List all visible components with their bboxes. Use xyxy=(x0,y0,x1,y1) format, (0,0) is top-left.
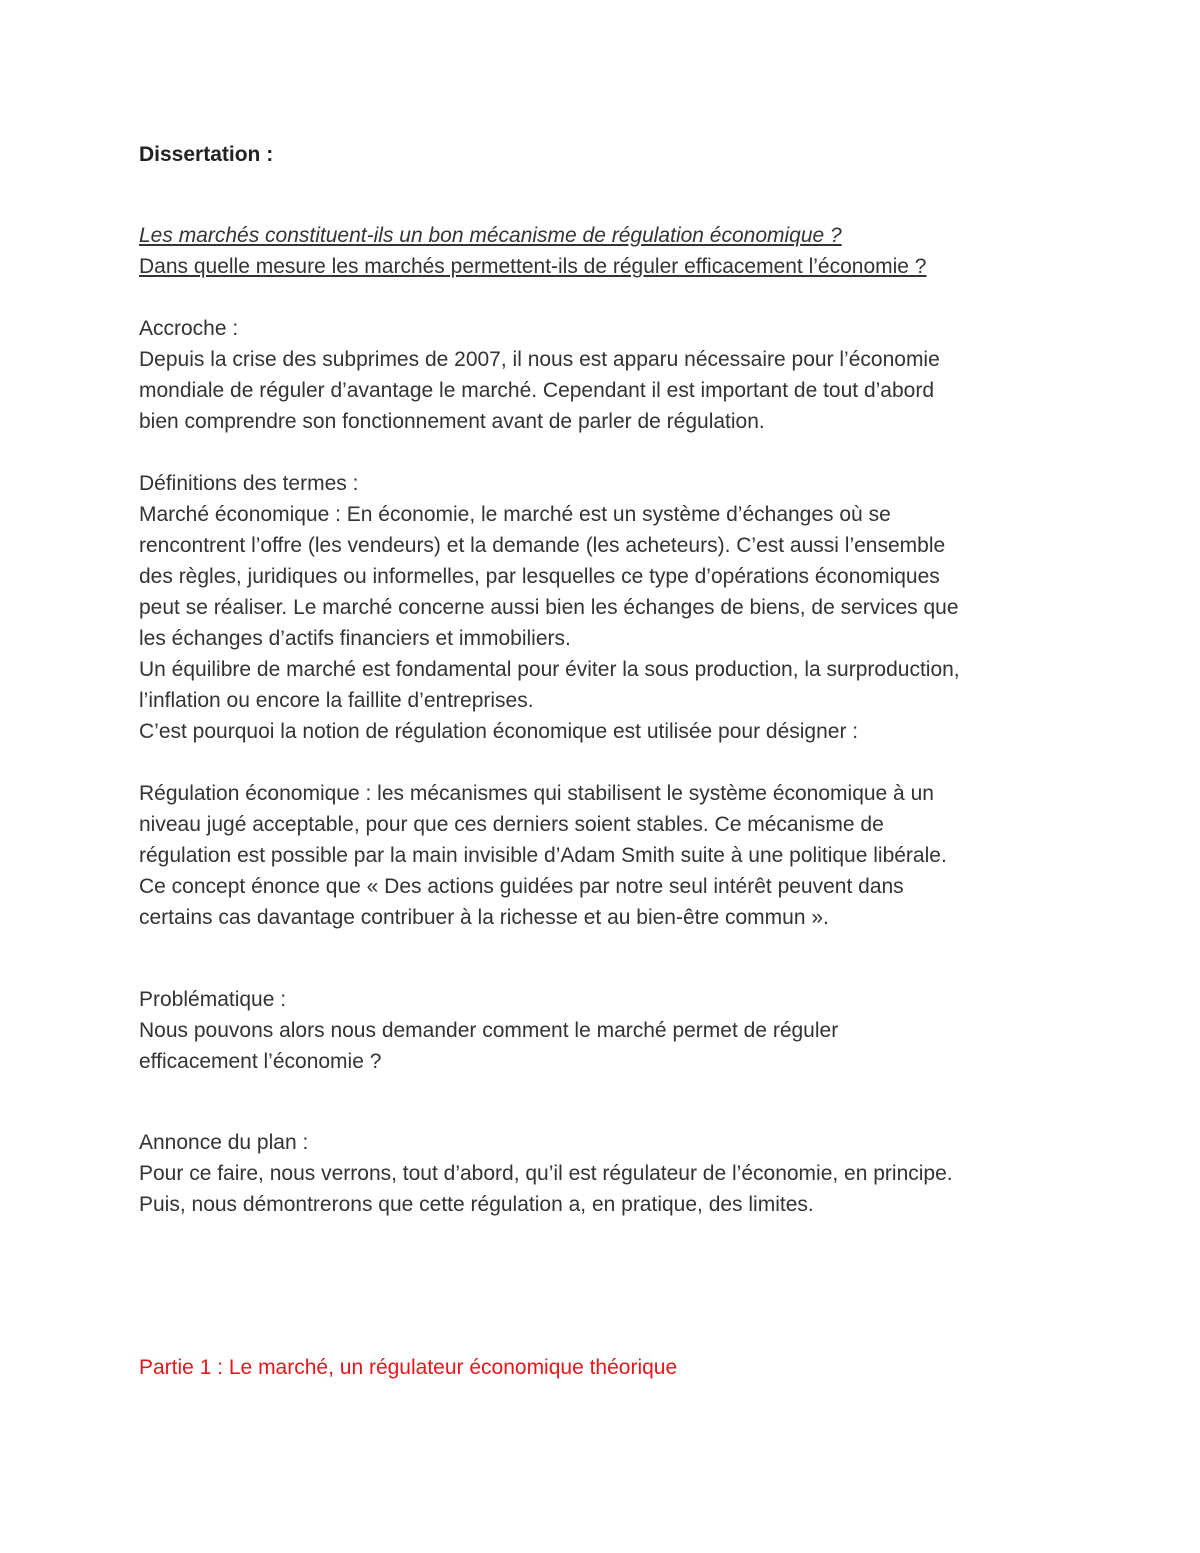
problematique-line: Nous pouvons alors nous demander comment le marché permet de réguler xyxy=(139,1019,839,1042)
subject-question-2: Dans quelle mesure les marchés permettent-ils de réguler efficacement l’économie ? xyxy=(139,255,927,278)
definitions-line: Marché économique : En économie, le marché est un système d’échanges où se xyxy=(139,503,891,526)
accroche-line: Depuis la crise des subprimes de 2007, il nous est apparu nécessaire pour l’économie xyxy=(139,348,940,371)
partie-1-heading: Partie 1 : Le marché, un régulateur économique théorique xyxy=(139,1356,678,1379)
accroche-line: bien comprendre son fonctionnement avant de parler de régulation. xyxy=(139,410,765,433)
definitions-line: les échanges d’actifs financiers et immobiliers. xyxy=(139,627,571,650)
accroche-line: mondiale de réguler d’avantage le marché. Cependant il est important de tout d’abord xyxy=(139,379,934,402)
problematique-line: efficacement l’économie ? xyxy=(139,1050,382,1073)
definitions-line: des règles, juridiques ou informelles, par lesquelles ce type d’opérations économiques xyxy=(139,565,940,588)
regulation-line: niveau jugé acceptable, pour que ces derniers soient stables. Ce mécanisme de xyxy=(139,813,884,836)
definitions-line: Un équilibre de marché est fondamental pour éviter la sous production, la surproduction, xyxy=(139,658,960,681)
document-title: Dissertation : xyxy=(139,143,274,166)
regulation-line: régulation est possible par la main invisible d’Adam Smith suite à une politique libérale. xyxy=(139,844,947,867)
definitions-line: C’est pourquoi la notion de régulation économique est utilisée pour désigner : xyxy=(139,720,859,743)
regulation-line: Ce concept énonce que « Des actions guidées par notre seul intérêt peuvent dans xyxy=(139,875,904,898)
problematique-heading: Problématique : xyxy=(139,988,287,1011)
accroche-heading: Accroche : xyxy=(139,317,239,340)
definitions-heading: Définitions des termes : xyxy=(139,472,359,495)
plan-line: Pour ce faire, nous verrons, tout d’abord, qu’il est régulateur de l’économie, en principe. xyxy=(139,1162,953,1185)
subject-question-1: Les marchés constituent-ils un bon mécanisme de régulation économique ? xyxy=(139,224,842,247)
definitions-line: rencontrent l’offre (les vendeurs) et la demande (les acheteurs). C’est aussi l’ensemble xyxy=(139,534,946,557)
regulation-line: Régulation économique : les mécanismes qui stabilisent le système économique à un xyxy=(139,782,934,805)
definitions-line: peut se réaliser. Le marché concerne aussi bien les échanges de biens, de services que xyxy=(139,596,959,619)
regulation-line: certains cas davantage contribuer à la richesse et au bien-être commun ». xyxy=(139,906,829,929)
definitions-line: l’inflation ou encore la faillite d’entreprises. xyxy=(139,689,534,712)
plan-line: Puis, nous démontrerons que cette régulation a, en pratique, des limites. xyxy=(139,1193,814,1216)
plan-heading: Annonce du plan : xyxy=(139,1131,309,1154)
